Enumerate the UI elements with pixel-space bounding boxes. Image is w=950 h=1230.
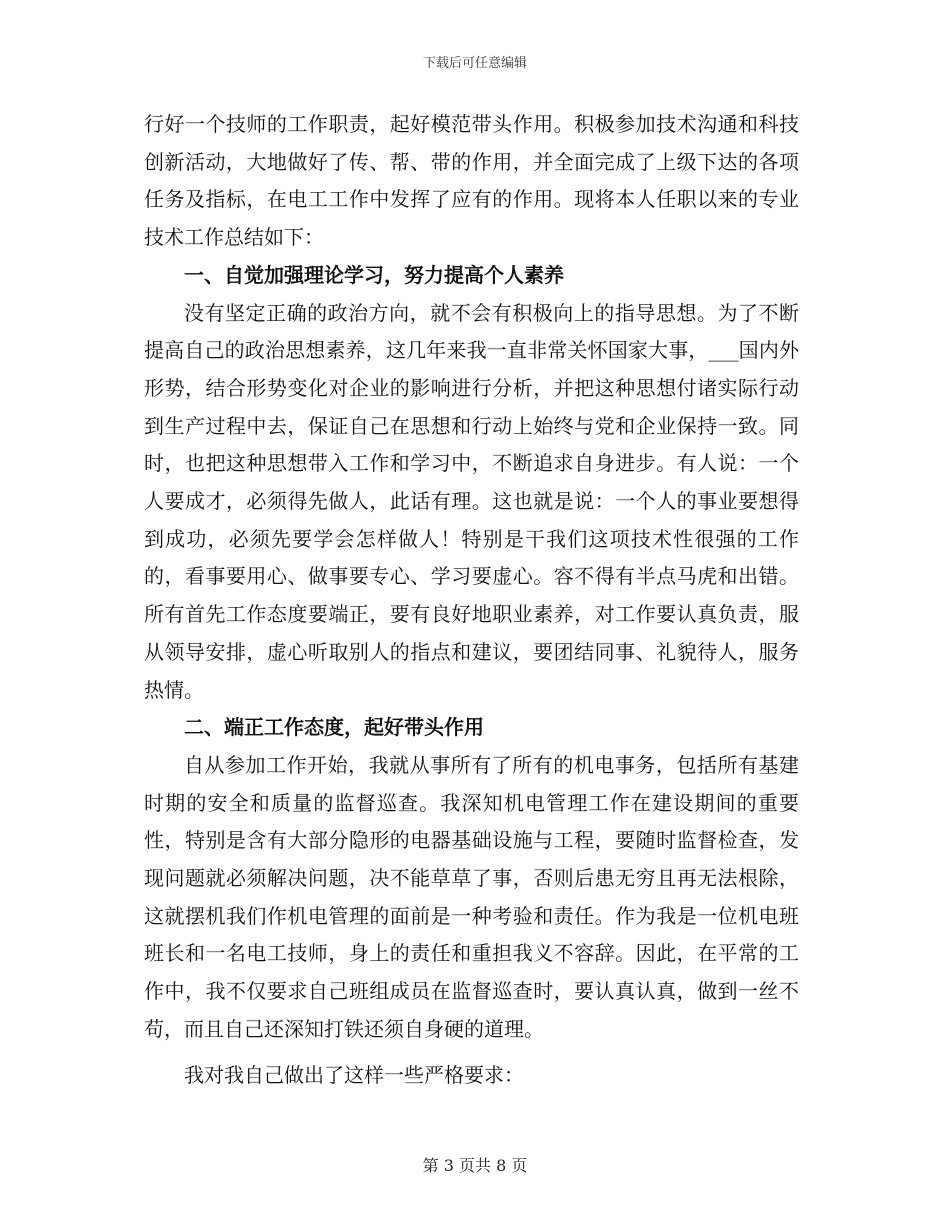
paragraph-requirements: 我对我自己做出了这样一些严格要求： xyxy=(184,1062,524,1087)
section-heading-2: 二、端正工作态度，起好带头作用 xyxy=(184,715,484,740)
page-header: 下载后可任意编辑 xyxy=(422,56,527,71)
paragraph-section-1: 没有坚定正确的政治方向，就不会有积极向上的指导思想。为了不断提高自己的政治思想素养，这几年来我一直非常关怀国家大事，___国内外形势，结合形势变化对企业的影响进行分析，并把这种思想付诸实际行动到生产过程中去，保证自己在思想和行动上始终与党和企业保持一致。同时，也把这种思想带入工作和学习中，不断追求自身进步。有人说：一个人要成才，必须得先做人，此话有理。这也就是说：一个人的事业要想得到成功，必须先要学会怎样做人！特别是干我们这项技术性很强的工作的，看事要用心、做事要专心、学习要虚心。容不得有半点马虎和出错。所有首先工作态度要端正，要有良好地职业素养，对工作要认真负责，服从领导安排，虚心听取别人的指点和建议，要团结同事、礼貌待人，服务热情。 xyxy=(144,300,799,702)
document-body xyxy=(144,106,799,1094)
paragraph-section-2: 自从参加工作开始，我就从事所有了所有的机电事务，包括所有基建时期的安全和质量的监督巡查。我深知机电管理工作在建设期间的重要性，特别是含有大部分隐形的电器基础设施与工程，要随时监督检查，发现问题就必须解决问题，决不能草草了事，否则后患无穷且再无法根除，这就摆机我们作机电管理的面前是一种考验和责任。作为我是一位机电班班长和一名电工技师，身上的责任和重担我义不容辞。因此，在平常的工作中，我不仅要求自己班组成员在监督巡查时，要认真认真，做到一丝不苟，而且自己还深知打铁还须自身硬的道理。 xyxy=(144,752,799,1041)
paragraph-intro: 行好一个技师的工作职责，起好模范带头作用。积极参加技术沟通和科技创新活动，大地做好了传、帮、带的作用，并全面完成了上级下达的各项任务及指标，在电工工作中发挥了应有的作用。现将本人任职以来的专业技术工作总结如下： xyxy=(144,112,799,250)
section-heading-1: 一、自觉加强理论学习，努力提高个人素养 xyxy=(184,262,564,287)
page-number: 第 3 页共 8 页 xyxy=(422,1156,528,1175)
